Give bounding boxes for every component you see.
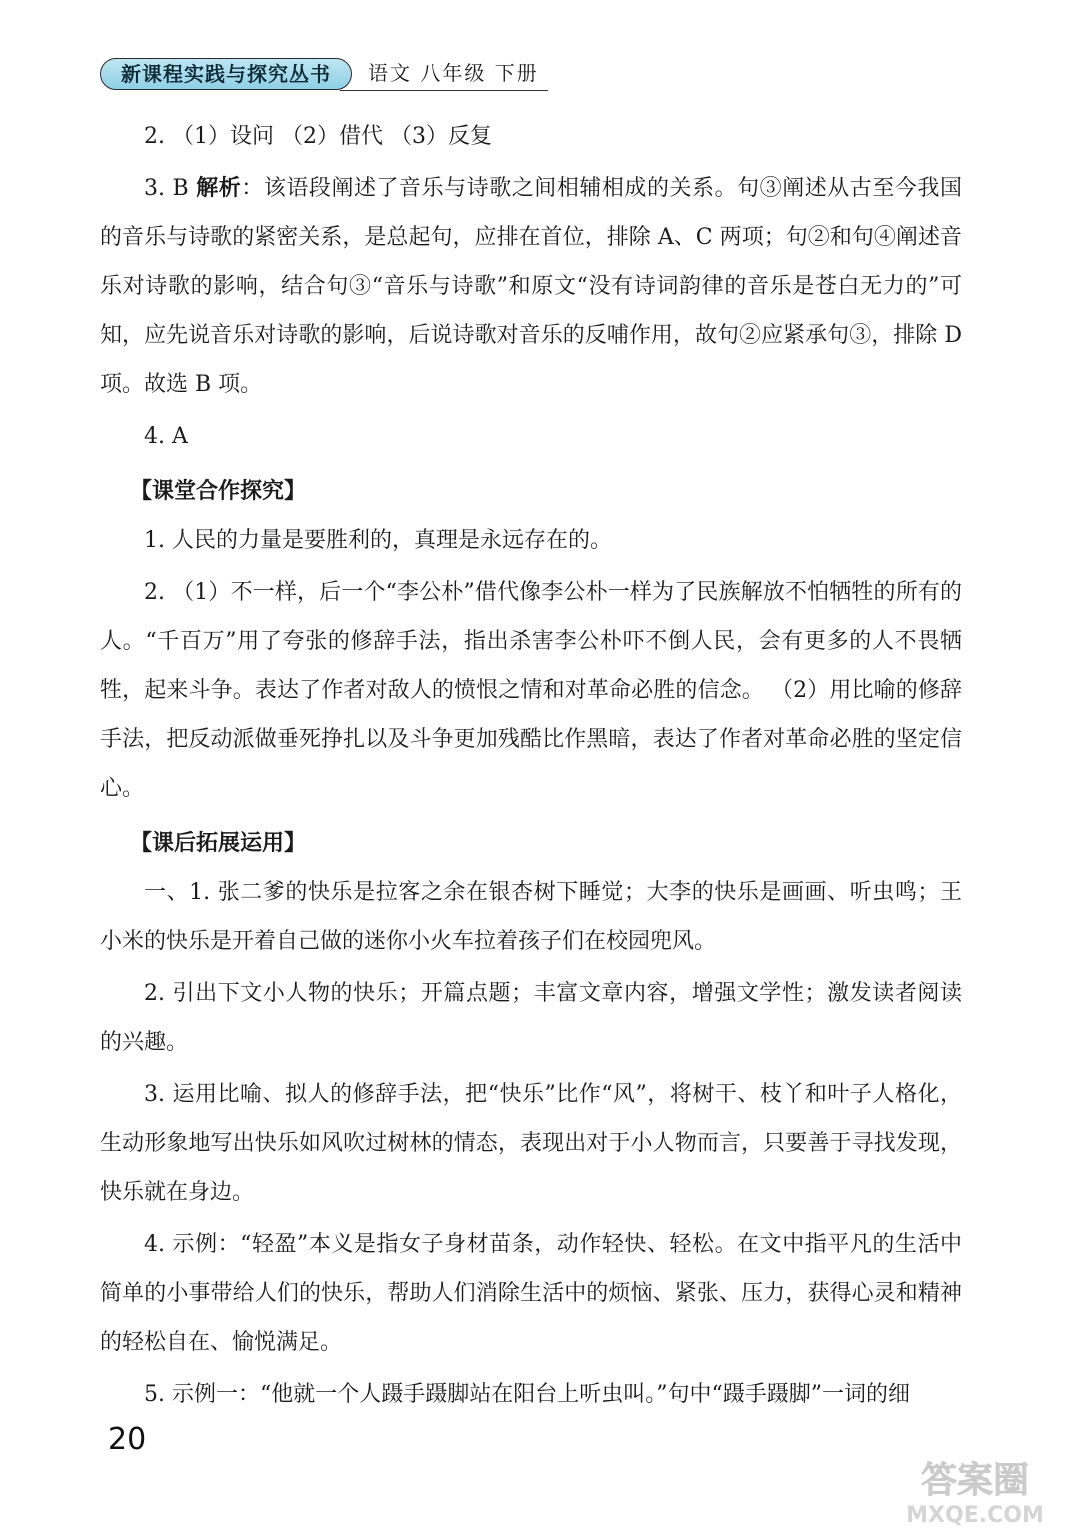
page-number: 20 bbox=[108, 1422, 147, 1457]
analysis-label: 解析 bbox=[196, 176, 242, 201]
extension-answer-1: 一、1. 张二爹的快乐是拉客之余在银杏树下睡觉；大李的快乐是画画、听虫鸣；王小米的快乐是开着自己做的迷你小火车拉着孩子们在校园兜风。 bbox=[100, 880, 962, 954]
extension-answer-5: 5. 示例一：“他就一个人蹑手蹑脚站在阳台上听虫叫。”句中“蹑手蹑脚”一词的细 bbox=[144, 1382, 910, 1407]
extension-answer-4: 4. 示例：“轻盈”本义是指女子身材苗条，动作轻快、轻松。在文中指平凡的生活中简单的小事带给人们的快乐，帮助人们消除生活中的烦恼、紧张、压力，获得心灵和精神的轻松自在、愉悦满足。 bbox=[100, 1232, 962, 1355]
section-title-classroom: 【课堂合作探究】 bbox=[130, 479, 307, 504]
answer-3 bbox=[100, 164, 962, 409]
header-rule bbox=[340, 90, 548, 91]
answer-3-text: ：该语段阐述了音乐与诗歌之间相辅相成的关系。句③阐述从古至今我国的音乐与诗歌的紧密关系，是总起句，应排在首位，排除 A、C 两项；句②和句④阐述音乐对诗歌的影响，结合句③“音乐与诗歌”和原文“没有诗词韵律的音乐是苍白无力的”可知，应先说音乐对诗歌的影响，后说诗歌对音乐的反哺作用，故句②应紧承句③，排除 D 项。故选 B 项。 bbox=[100, 176, 962, 397]
watermark-site: MXQE.COM bbox=[906, 1503, 1044, 1528]
answer-4: 4. A bbox=[144, 424, 188, 449]
extension-answer-3: 3. 运用比喻、拟人的修辞手法，把“快乐”比作“风”，将树干、枝丫和叶子人格化，生动形象地写出快乐如风吹过树林的情态，表现出对于小人物而言，只要善于寻找发现，快乐就在身边。 bbox=[100, 1082, 962, 1205]
classroom-answer-2: 2. （1）不一样，后一个“李公朴”借代像李公朴一样为了民族解放不怕牺牲的所有的人。“千百万”用了夸张的修辞手法，指出杀害李公朴吓不倒人民，会有更多的人不畏牺牲，起来斗争。表达了作者对敌人的愤恨之情和对革命必胜的信念。 （2）用比喻的修辞手法，把反动派做垂死挣扎以及斗争更加残酷比作黑暗，表达了作者对革命必胜的坚定信心。 bbox=[100, 580, 962, 801]
series-badge: 新课程实践与探究丛书 bbox=[100, 58, 352, 90]
section-title-extension: 【课后拓展运用】 bbox=[130, 831, 307, 856]
watermark-logo bbox=[900, 1450, 1050, 1530]
watermark-text: 答案圈 bbox=[920, 1460, 1030, 1501]
page-content bbox=[100, 112, 962, 1419]
answer-2: 2. （1）设问 （2）借代 （3）反复 bbox=[144, 124, 492, 149]
answer-3-lead: 3. B bbox=[144, 176, 197, 201]
subject-label: 语文 八年级 下册 bbox=[368, 61, 539, 85]
classroom-answer-1: 1. 人民的力量是要胜利的，真理是永远存在的。 bbox=[144, 528, 612, 553]
extension-answer-2: 2. 引出下文小人物的快乐；开篇点题；丰富文章内容，增强文学性；激发读者阅读的兴趣。 bbox=[100, 981, 962, 1055]
